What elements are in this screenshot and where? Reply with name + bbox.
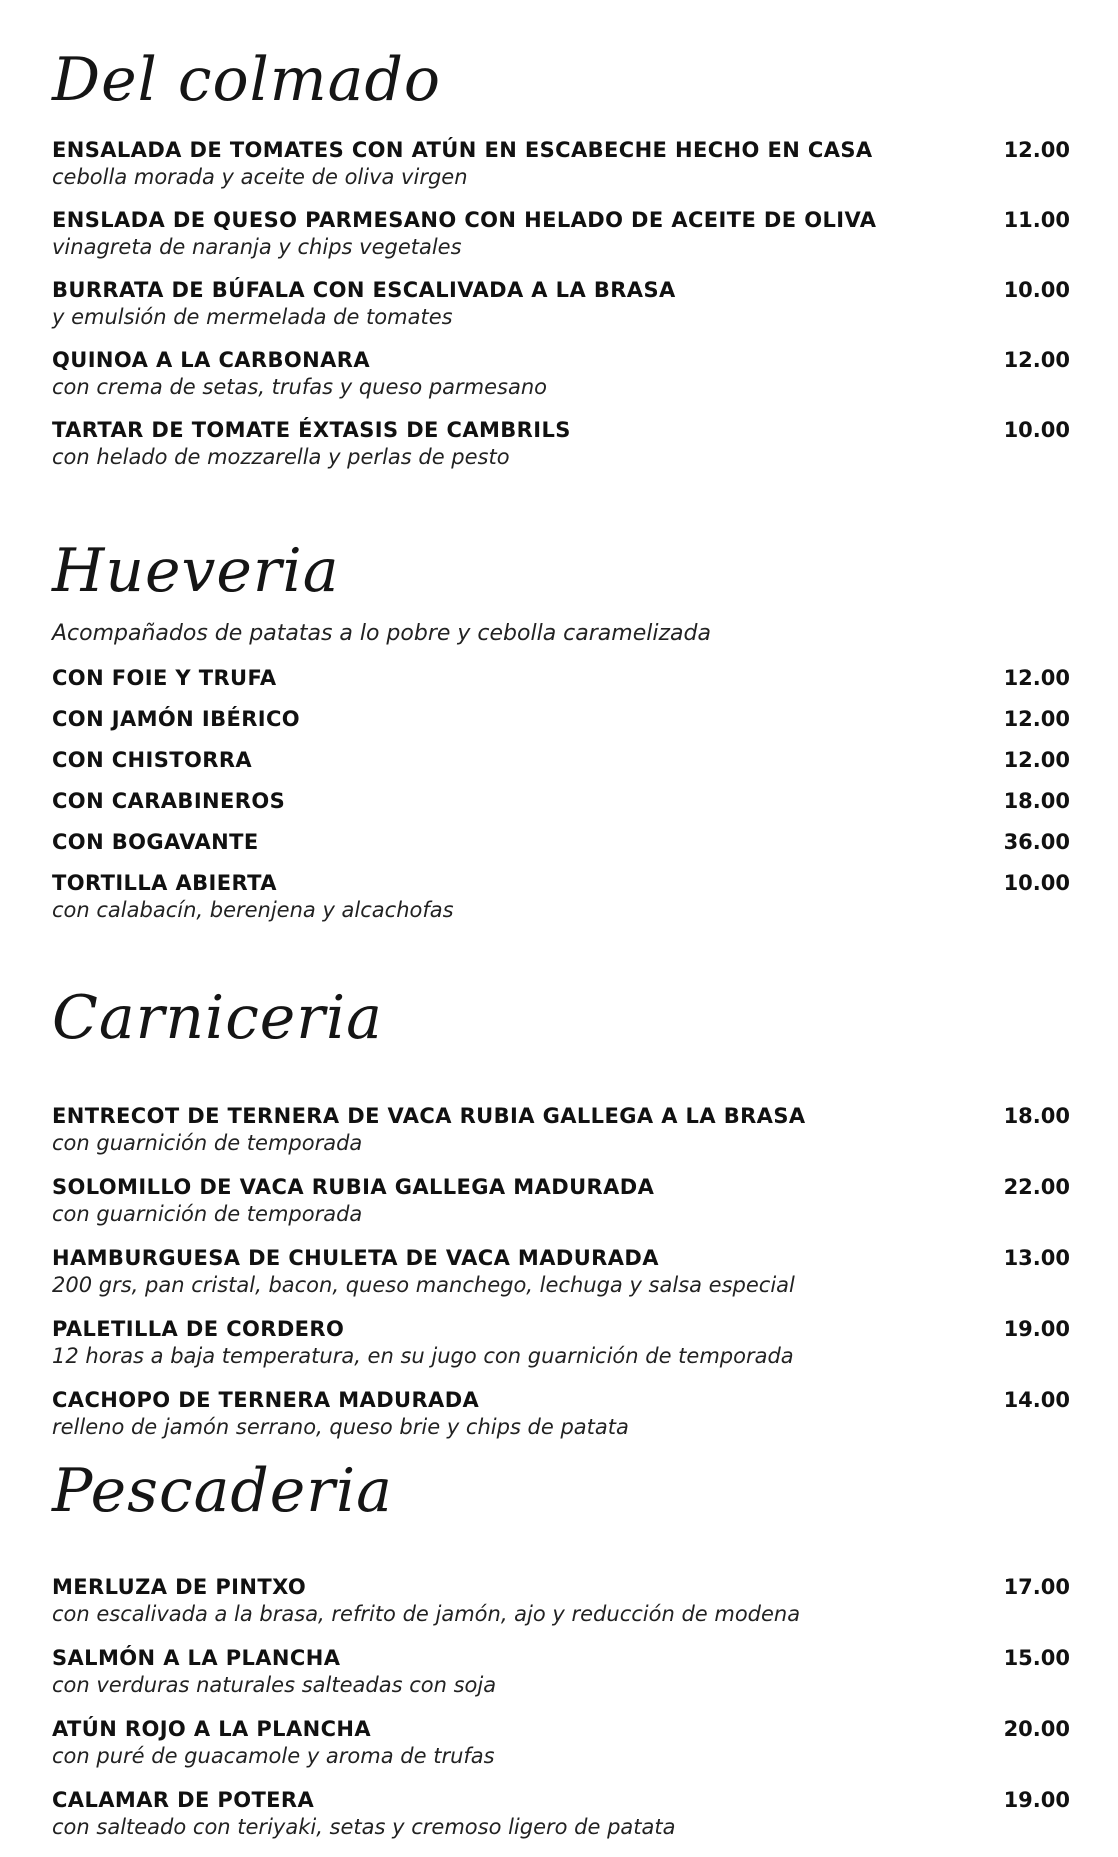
item-description: cebolla morada y aceite de oliva virgen [52, 165, 468, 189]
section-title: Hueveria [52, 536, 340, 606]
item-name: ENSALADA DE TOMATES CON ATÚN EN ESCABECHE HECHO EN CASA [52, 138, 873, 162]
item-price: 15.00 [1003, 1646, 1070, 1670]
menu-item [52, 1786, 1070, 1857]
item-description: y emulsión de mermelada de tomates [52, 305, 453, 329]
item-list [52, 1102, 1070, 1457]
item-price: 36.00 [1003, 830, 1070, 854]
item-price: 10.00 [1003, 418, 1070, 442]
item-name: BURRATA DE BÚFALA CON ESCALIVADA A LA BRASA [52, 278, 676, 302]
item-description: relleno de jamón serrano, queso brie y chips de patata [52, 1415, 629, 1439]
item-name: TORTILLA ABIERTA [52, 871, 277, 895]
menu-item [52, 1715, 1070, 1786]
item-description: con calabacín, berenjena y alcachofas [52, 898, 454, 922]
item-list [52, 136, 1070, 486]
item-name: CALAMAR DE POTERA [52, 1788, 315, 1812]
menu-item [52, 1173, 1070, 1244]
item-price: 13.00 [1003, 1246, 1070, 1270]
item-price: 22.00 [1003, 1175, 1070, 1199]
item-name: CON FOIE Y TRUFA [52, 666, 277, 690]
menu-item [52, 664, 1070, 705]
menu-item [52, 1102, 1070, 1173]
item-name: ENSLADA DE QUESO PARMESANO CON HELADO DE ACEITE DE OLIVA [52, 208, 877, 232]
item-name: PALETILLA DE CORDERO [52, 1317, 345, 1341]
menu-item [52, 1315, 1070, 1386]
section-title: Del colmado [52, 45, 441, 115]
section-title: Carniceria [52, 983, 383, 1053]
item-name: SALMÓN A LA PLANCHA [52, 1646, 341, 1670]
item-price: 17.00 [1003, 1575, 1070, 1599]
item-description: con guarnición de temporada [52, 1202, 363, 1226]
item-name: CON CARABINEROS [52, 789, 286, 813]
item-price: 18.00 [1003, 789, 1070, 813]
item-name: HAMBURGUESA DE CHULETA DE VACA MADURADA [52, 1246, 659, 1270]
item-name: TARTAR DE TOMATE ÉXTASIS DE CAMBRILS [52, 418, 571, 442]
section-title: Pescaderia [52, 1456, 393, 1526]
item-name: SOLOMILLO DE VACA RUBIA GALLEGA MADURADA [52, 1175, 655, 1199]
menu-item [52, 787, 1070, 828]
menu-item [52, 1573, 1070, 1644]
item-name: CON CHISTORRA [52, 748, 253, 772]
item-name: MERLUZA DE PINTXO [52, 1575, 307, 1599]
item-list [52, 1573, 1070, 1857]
item-description: vinagreta de naranja y chips vegetales [52, 235, 462, 259]
item-price: 14.00 [1003, 1388, 1070, 1412]
section-carniceria [52, 972, 1070, 1457]
item-description: 200 grs, pan cristal, bacon, queso manchego, lechuga y salsa especial [52, 1273, 795, 1297]
item-price: 12.00 [1003, 748, 1070, 772]
item-description: 12 horas a baja temperatura, en su jugo con guarnición de temporada [52, 1344, 794, 1368]
menu-item [52, 206, 1070, 276]
item-price: 10.00 [1003, 871, 1070, 895]
item-price: 19.00 [1003, 1317, 1070, 1341]
section-intro: Acompañados de patatas a lo pobre y cebolla caramelizada [52, 621, 711, 646]
menu-item [52, 746, 1070, 787]
item-description: con crema de setas, trufas y queso parmesano [52, 375, 548, 399]
item-price: 18.00 [1003, 1104, 1070, 1128]
item-description: con salteado con teriyaki, setas y cremoso ligero de patata [52, 1815, 676, 1839]
item-name: QUINOA A LA CARBONARA [52, 348, 370, 372]
section-pescaderia [52, 1445, 1070, 1857]
menu-item [52, 136, 1070, 206]
menu-item [52, 1244, 1070, 1315]
item-price: 12.00 [1003, 138, 1070, 162]
menu-item [52, 869, 1070, 922]
item-price: 19.00 [1003, 1788, 1070, 1812]
item-description: con puré de guacamole y aroma de trufas [52, 1744, 495, 1768]
item-price: 12.00 [1003, 666, 1070, 690]
item-name: CON BOGAVANTE [52, 830, 259, 854]
section-del-colmado [52, 34, 1070, 486]
item-name: CACHOPO DE TERNERA MADURADA [52, 1388, 480, 1412]
item-price: 10.00 [1003, 278, 1070, 302]
section-hueveria [52, 525, 1070, 922]
menu-item [52, 828, 1070, 869]
item-name: ENTRECOT DE TERNERA DE VACA RUBIA GALLEGA A LA BRASA [52, 1104, 806, 1128]
item-name: CON JAMÓN IBÉRICO [52, 707, 301, 731]
item-description: con helado de mozzarella y perlas de pesto [52, 445, 510, 469]
menu-item [52, 276, 1070, 346]
menu-item [52, 1644, 1070, 1715]
item-list [52, 664, 1070, 922]
item-price: 12.00 [1003, 707, 1070, 731]
item-description: con guarnición de temporada [52, 1131, 363, 1155]
item-price: 12.00 [1003, 348, 1070, 372]
menu-item [52, 416, 1070, 486]
item-price: 11.00 [1003, 208, 1070, 232]
item-description: con verduras naturales salteadas con soja [52, 1673, 497, 1697]
item-price: 20.00 [1003, 1717, 1070, 1741]
item-name: ATÚN ROJO A LA PLANCHA [52, 1717, 372, 1741]
menu-item [52, 705, 1070, 746]
item-description: con escalivada a la brasa, refrito de jamón, ajo y reducción de modena [52, 1602, 801, 1626]
menu-item [52, 346, 1070, 416]
